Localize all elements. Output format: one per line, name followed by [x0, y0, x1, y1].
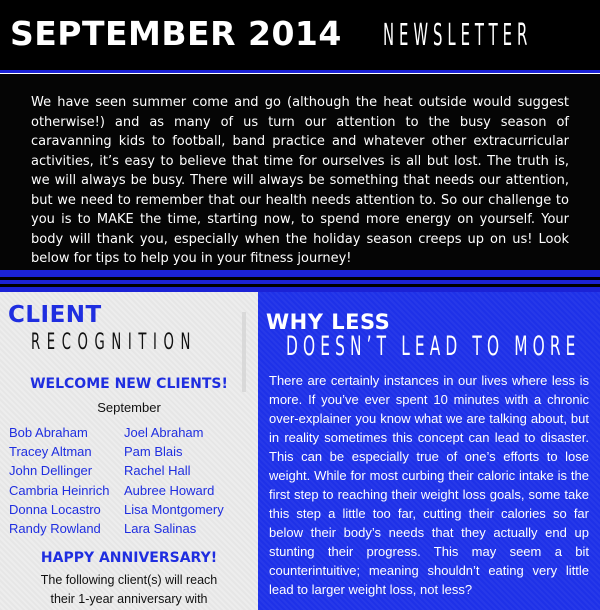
client-name: Cambria Heinrich: [9, 482, 110, 498]
anniversary-line: their 1-year anniversary with: [50, 592, 208, 606]
divider-stripe: [0, 270, 600, 277]
welcome-heading: WELCOME NEW CLIENTS!: [30, 376, 228, 392]
anniversary-heading: HAPPY ANNIVERSARY!: [40, 550, 218, 566]
client-recognition-section: [0, 292, 258, 610]
client-name: Donna Locastro: [9, 501, 101, 517]
client-name: Lisa Montgomery: [124, 501, 224, 517]
anniversary-line: The following client(s) will reach: [40, 573, 218, 587]
client-name: Bob Abraham: [9, 425, 88, 440]
client-name: Tracey Altman: [9, 444, 92, 460]
client-name: Rachel Hall: [124, 463, 191, 479]
client-name: John Dellinger: [9, 463, 93, 479]
client-recognition-title: CLIENT: [8, 302, 102, 328]
client-name: Joel Abraham: [124, 425, 204, 440]
why-less-text: There are certainly instances in our lives where less is more. If you’ve ever spent 10 minutes with a chronic over-explainer you know what we are talking about, but in reality sometimes this concept can lead to disaster. This can be especially true of one’s efforts to lose weight. While for most curbing their caloric intake is the first step to reaching their weight loss goals, some take this step a little too far, cutting their calories so far below their body’s needs that they actually end up stunting their progress. This may seem a bit counterintuitive; meaning shouldn’t eating very little lead to larger weight loss, not less?: [269, 373, 589, 597]
intro-section: [0, 74, 600, 270]
anniversary-text: [0, 571, 258, 609]
client-name: Lara Salinas: [124, 521, 197, 537]
why-less-subtitle: DOESN’T LEAD TO MORE: [286, 331, 581, 362]
why-less-section: [258, 292, 600, 610]
client-name: Randy Rowland: [9, 521, 101, 537]
welcome-month: September: [97, 400, 161, 415]
header-title-sub: NEWSLETTER: [383, 18, 533, 53]
why-less-title: WHY LESS: [266, 310, 391, 334]
header: [0, 0, 600, 70]
header-title-main: SEPTEMBER 2014: [10, 14, 342, 53]
client-name: Aubree Howard: [124, 482, 215, 498]
client-recognition-subtitle: RECOGNITION: [31, 330, 197, 355]
intro-text: We have seen summer come and go (although the heat outside would suggest otherwise!) and as many of us turn our attention to the busy season of caravanning kids to football, band practice and whatever other extracurricular activities, it’s easy to believe that time for ourselves is all but lost. The truth is, we will always be busy. There will always be something that needs our attention, but we need to remember that our health needs attention to. So our challenge to you is to MAKE the time, starting now, to spend more energy on yourself. Your body will thank you, especially when the holiday season creeps up on us! Look below for tips to help you in your fitness journey!: [31, 95, 569, 266]
names-column-2: [124, 423, 224, 538]
client-name: Pam Blais: [124, 444, 183, 460]
names-column-1: [9, 423, 109, 538]
